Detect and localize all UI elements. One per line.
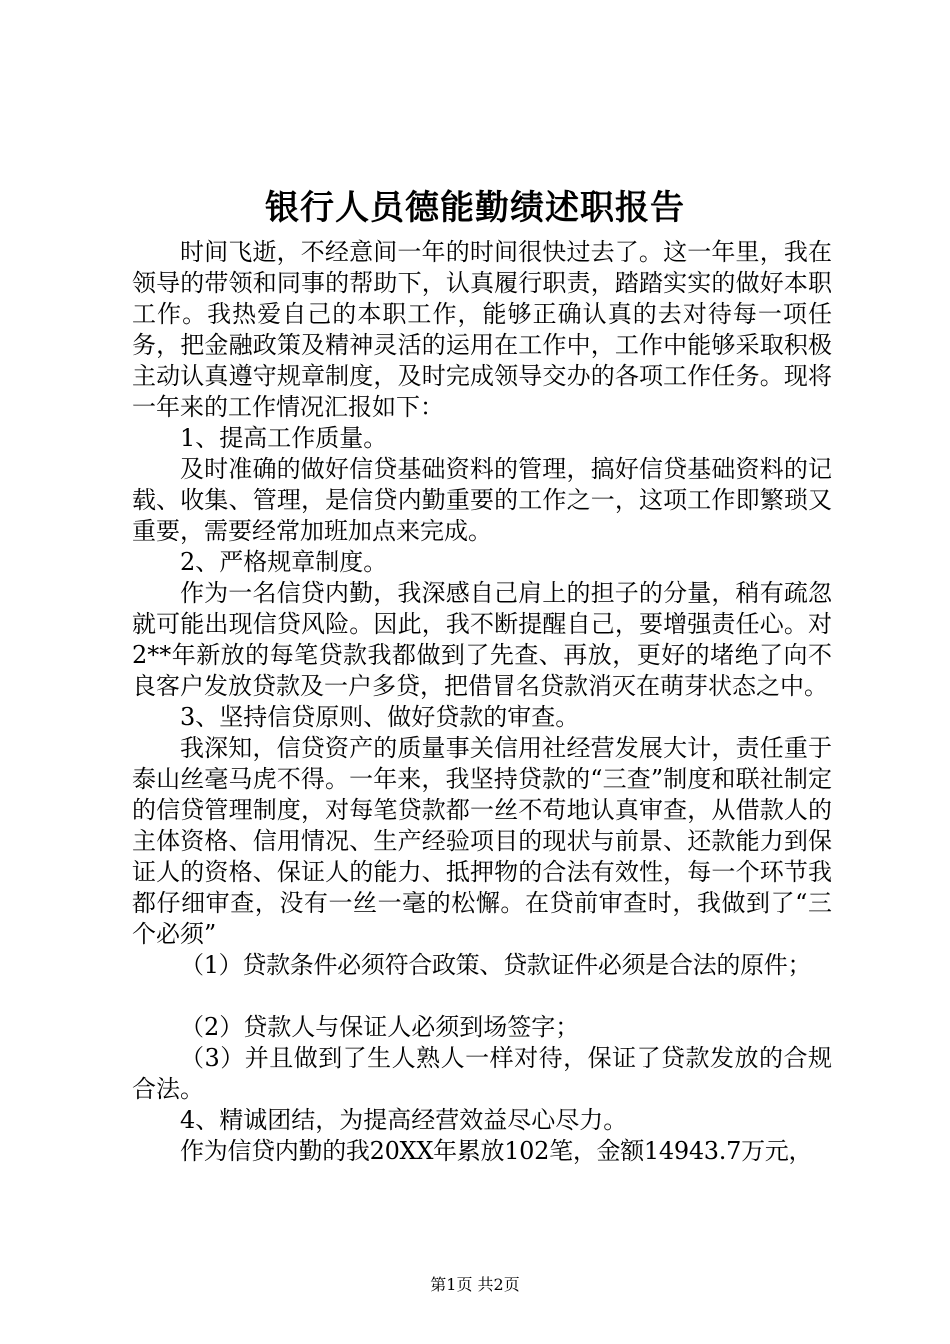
list-item-1: （1）贷款条件必须符合政策、贷款证件必须是合法的原件；: [180, 951, 812, 979]
intro-paragraph: 时间飞逝，不经意间一年的时间很快过去了。这一年里，我在领导的带领和同事的帮助下，认真履行职责，踏踏实实的做好本职工作。我热爱自己的本职工作，能够正确认真的去对待每一项任务，把金融政策及精神灵活的运用在工作中，工作中能够采取积极主动认真遵守规章制度，及时完成领导交办的各项工作任务。现将一年来的工作情况汇报如下：: [132, 238, 832, 421]
section-heading-4: 4、精诚团结，为提高经营效益尽心尽力。: [180, 1106, 628, 1134]
section-heading-3: 3、坚持信贷原则、做好贷款的审查。: [180, 703, 580, 731]
list-item-2: （2）贷款人与保证人必须到场签字；: [180, 1013, 580, 1041]
section-paragraph-4: 作为信贷内勤的我20XX年累放102笔，金额14943.7万元，: [180, 1137, 813, 1165]
section-paragraph-3: 我深知，信贷资产的质量事关信用社经营发展大计，责任重于泰山丝毫马虎不得。一年来，我坚持贷款的“三查”制度和联社制定的信贷管理制度，对每笔贷款都一丝不苟地认真审查，从借款人的主体资格、信用情况、生产经验项目的现状与前景、还款能力到保证人的资格、保证人的能力、抵押物的合法有效性，每一个环节我都仔细审查，没有一丝一毫的松懈。在贷前审查时，我做到了“三个必须”: [132, 734, 832, 948]
blank-line: [132, 981, 832, 1012]
section-paragraph-2: 作为一名信贷内勤，我深感自己肩上的担子的分量，稍有疏忽就可能出现信贷风险。因此，我不断提醒自己，要增强责任心。对2**年新放的每笔贷款我都做到了先查、再放，更好的堵绝了向不良客户发放贷款及一户多贷，把借冒名贷款消灭在萌芽状态之中。: [132, 579, 832, 700]
section-paragraph-1: 及时准确的做好信贷基础资料的管理，搞好信贷基础资料的记载、收集、管理，是信贷内勤重要的工作之一，这项工作即繁琐又重要，需要经常加班加点来完成。: [132, 455, 832, 545]
document-body: [132, 237, 832, 1167]
document-title: 银行人员德能勤绩述职报告: [265, 188, 685, 228]
section-heading-1: 1、提高工作质量。: [180, 424, 388, 452]
list-item-3: （3）并且做到了生人熟人一样对待，保证了贷款发放的合规合法。: [132, 1044, 832, 1103]
page-footer: 第1页 共2页: [430, 1275, 520, 1294]
section-heading-2: 2、严格规章制度。: [180, 548, 388, 576]
